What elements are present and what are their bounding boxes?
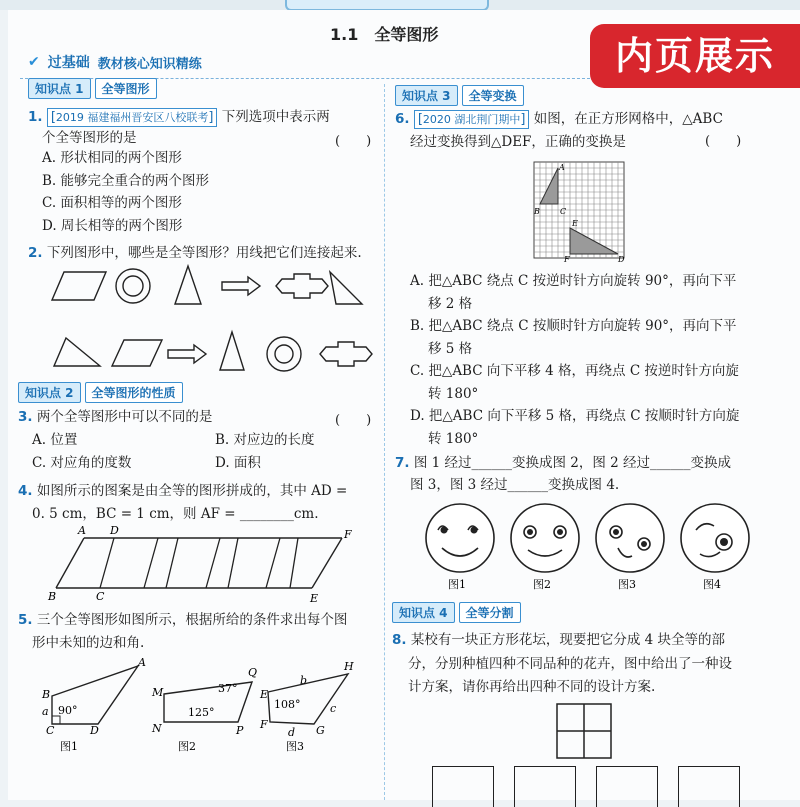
q8-design-figure	[555, 702, 615, 760]
q4-label-b: B	[48, 590, 57, 603]
q8-line1	[392, 630, 725, 650]
q7-caption-3: 图3	[618, 578, 636, 591]
q1-source: 2019 福建福州晋安区八校联考	[55, 111, 209, 124]
grid-label-a: A	[559, 163, 565, 172]
q4-number: 4.	[18, 483, 33, 499]
puzzle-shape-2	[320, 342, 372, 366]
q6-text: 如图，在正方形网格中，△ABC	[533, 111, 723, 127]
q2-text: 下列图形中，哪些是全等图形？用线把它们连接起来.	[46, 245, 362, 261]
blank-square-1	[432, 766, 494, 807]
q7-line2: 图 3，图 3 经过______变换成图 4.	[410, 477, 620, 493]
q5-fig1-caption: 图1	[60, 740, 78, 753]
q4-left-edge	[56, 538, 84, 588]
q5-fig1-label-a: A	[138, 656, 146, 669]
knowledge-point-3	[395, 85, 524, 106]
q5-fig2-label-n: N	[152, 722, 162, 735]
face-1	[426, 504, 494, 572]
triangle-shape-2	[220, 332, 244, 370]
q5-fig3-label-d: d	[288, 726, 296, 739]
right-triangle-shape	[330, 272, 362, 304]
q6-line1	[395, 109, 723, 129]
knowledge-point-4	[392, 602, 521, 623]
ring-inner-shape-2	[275, 345, 293, 363]
kp1-name: 全等图形	[95, 78, 157, 99]
q1-number: 1.	[28, 109, 43, 125]
q4-seg-3	[166, 538, 178, 588]
q3-text: 两个全等图形中可以不同的是	[36, 409, 213, 425]
q4-right-edge	[312, 538, 342, 588]
subheader-subtitle: 教材核心知识精练	[97, 56, 202, 72]
q4-seg-6	[266, 538, 280, 588]
q8-text-1: 某校有一块正方形花坛，现要把它分成 4 块全等的部	[410, 632, 725, 648]
q7-caption-1: 图1	[448, 578, 466, 591]
q7-number: 7.	[395, 455, 410, 471]
q1-option-d: D. 周长相等的两个图形	[42, 218, 183, 234]
q4-label-a: A	[78, 524, 86, 537]
ring-inner-shape	[123, 276, 143, 296]
q7-faces-figure	[420, 500, 760, 592]
q3-line	[18, 407, 212, 427]
grid-label-b: B	[534, 207, 540, 216]
grid-label-f: F	[564, 255, 570, 264]
blank-square-4	[678, 766, 740, 807]
q1-line2: 个全等图形的是	[42, 130, 137, 146]
kp4-label: 知识点 4	[392, 602, 455, 623]
subheader-title: 过基础	[47, 55, 90, 71]
q5-fig2-angle-37: 37°	[218, 682, 238, 695]
q6-option-a-2: 移 2 格	[428, 296, 473, 312]
q1-option-b: B. 能够完全重合的两个图形	[42, 173, 210, 189]
q5-fig2-label-q: Q	[248, 666, 258, 679]
q4-label-d: D	[110, 524, 119, 537]
q1-text: 下列选项中表示两	[221, 109, 330, 125]
q6-option-c-2: 转 180°	[428, 386, 479, 402]
q5-fig2-label-m: M	[152, 686, 164, 699]
q5-fig2-caption: 图2	[178, 740, 196, 753]
q3-answer-paren: ( )	[335, 413, 372, 428]
q5-fig3-caption: 图3	[286, 740, 304, 753]
q1-option-c: C. 面积相等的两个图形	[42, 195, 182, 211]
q4-line2: 0. 5 cm，BC = 1 cm，则 AF = ________cm.	[32, 506, 319, 522]
q3-option-a: A. 位置	[32, 432, 78, 448]
q6-source-tag: [2020 湖北荆门期中]	[414, 110, 530, 129]
q6-source: 2020 湖北荆门期中	[422, 113, 521, 126]
q5-fig1-right-angle	[52, 716, 60, 724]
q6-option-a-1: A. 把△ABC 绕点 C 按逆时针方向旋转 90°，再向下平	[410, 273, 737, 289]
q5-fig1-label-side-a: a	[42, 705, 49, 718]
q4-seg-1	[100, 538, 114, 588]
grid-label-c: C	[560, 207, 567, 216]
q4-text-1: 如图所示的图案是由全等的图形拼成的，其中 AD =	[36, 483, 348, 499]
q7-text-1: 图 1 经过______变换成图 2，图 2 经过______变换成	[413, 455, 732, 471]
q5-fig3-label-e: E	[260, 688, 269, 701]
q4-figure	[40, 524, 370, 606]
q8-line3: 计方案，请你再给出四种不同的设计方案.	[408, 679, 656, 695]
knowledge-point-1	[28, 78, 157, 99]
q1-source-tag: [2019 福建福州晋安区八校联考]	[47, 108, 218, 127]
q2-number: 2.	[28, 245, 43, 261]
kp2-name: 全等图形的性质	[85, 382, 183, 403]
q6-line2: 经过变换得到△DEF，正确的变换是	[410, 134, 626, 150]
face-4	[681, 504, 749, 572]
q4-seg-4	[206, 538, 220, 588]
q6-answer-paren: ( )	[705, 134, 742, 149]
triangle-shape	[175, 266, 201, 304]
q5-fig1-angle: 90°	[58, 704, 78, 717]
q6-grid-figure	[528, 160, 638, 264]
q5-fig2-angle-125: 125°	[188, 706, 215, 719]
subheader	[28, 52, 202, 72]
q4-label-e: E	[310, 592, 319, 605]
q4-seg-5	[228, 538, 238, 588]
q5-fig2-label-p: P	[236, 724, 244, 737]
q4-line1	[18, 481, 347, 501]
q6-option-d-2: 转 180°	[428, 431, 479, 447]
double-arrow-shape	[222, 277, 260, 295]
right-triangle-shape-2	[54, 338, 100, 366]
q7-caption-2: 图2	[533, 578, 551, 591]
q5-number: 5.	[18, 612, 33, 628]
q3-option-d: D. 面积	[215, 455, 261, 471]
q3-option-c: C. 对应角的度数	[32, 455, 132, 471]
q3-option-b: B. 对应边的长度	[215, 432, 315, 448]
q2-shapes-figure	[40, 262, 380, 382]
promo-banner: 内页展示	[590, 24, 800, 88]
q5-line1	[18, 610, 347, 630]
q6-option-d-1: D. 把△ABC 向下平移 5 格，再绕点 C 按顺时针方向旋	[410, 408, 740, 424]
ring-outer-shape-2	[267, 337, 301, 371]
q5-fig1-label-d: D	[90, 724, 99, 737]
q5-line2: 形中未知的边和角.	[32, 635, 145, 651]
q6-option-b-2: 移 5 格	[428, 341, 473, 357]
grid-label-d: D	[618, 255, 625, 264]
q4-label-c: C	[96, 590, 105, 603]
q1-answer-paren: ( )	[335, 134, 372, 149]
q6-number: 6.	[395, 111, 410, 127]
q8-line2: 分，分别种植四种不同品种的花卉，图中给出了一种设	[408, 656, 732, 672]
parallelogram-shape	[52, 272, 106, 300]
kp1-label: 知识点 1	[28, 78, 91, 99]
q1-line1	[28, 107, 330, 127]
q7-caption-4: 图4	[703, 578, 721, 591]
checkmark-icon: ✔	[28, 54, 40, 70]
kp4-name: 全等分割	[459, 602, 521, 623]
kp3-label: 知识点 3	[395, 85, 458, 106]
q5-fig1-label-b: B	[42, 688, 51, 701]
column-divider	[384, 84, 385, 800]
kp2-label: 知识点 2	[18, 382, 81, 403]
q7-line1	[395, 453, 731, 473]
q5-fig3-label-c: c	[330, 702, 337, 715]
q5-fig3-angle-108: 108°	[274, 698, 301, 711]
face-3	[596, 504, 664, 572]
knowledge-point-2	[18, 382, 183, 403]
section-title: 1.1 全等图形	[330, 25, 439, 44]
face-2	[511, 504, 579, 572]
q6-option-c-1: C. 把△ABC 向下平移 4 格，再绕点 C 按逆时针方向旋	[410, 363, 739, 379]
q5-figures	[38, 656, 358, 756]
q3-number: 3.	[18, 409, 33, 425]
kp3-name: 全等变换	[462, 85, 524, 106]
q1-option-a: A. 形状相同的两个图形	[42, 150, 182, 166]
q5-fig3-label-h: H	[344, 660, 354, 673]
q4-label-f: F	[344, 528, 352, 541]
parallelogram-shape-2	[112, 340, 162, 366]
blank-square-2	[514, 766, 576, 807]
q2-line	[28, 243, 362, 263]
puzzle-shape	[276, 274, 328, 298]
q8-number: 8.	[392, 632, 407, 648]
q6-option-b-1: B. 把△ABC 绕点 C 按顺时针方向旋转 90°，再向下平	[410, 318, 737, 334]
q5-fig3-label-b: b	[300, 674, 308, 687]
q4-seg-2	[144, 538, 158, 588]
q5-text-1: 三个全等图形如图所示，根据所给的条件求出每个图	[36, 612, 348, 628]
q5-fig3-label-g: G	[316, 724, 325, 737]
blank-square-3	[596, 766, 658, 807]
double-arrow-shape-2	[168, 345, 206, 363]
grid-label-e: E	[572, 219, 578, 228]
ring-outer-shape	[116, 269, 150, 303]
q5-fig1-label-c: C	[46, 724, 55, 737]
q5-fig3-label-f: F	[260, 718, 268, 731]
q4-seg-7	[290, 538, 298, 588]
